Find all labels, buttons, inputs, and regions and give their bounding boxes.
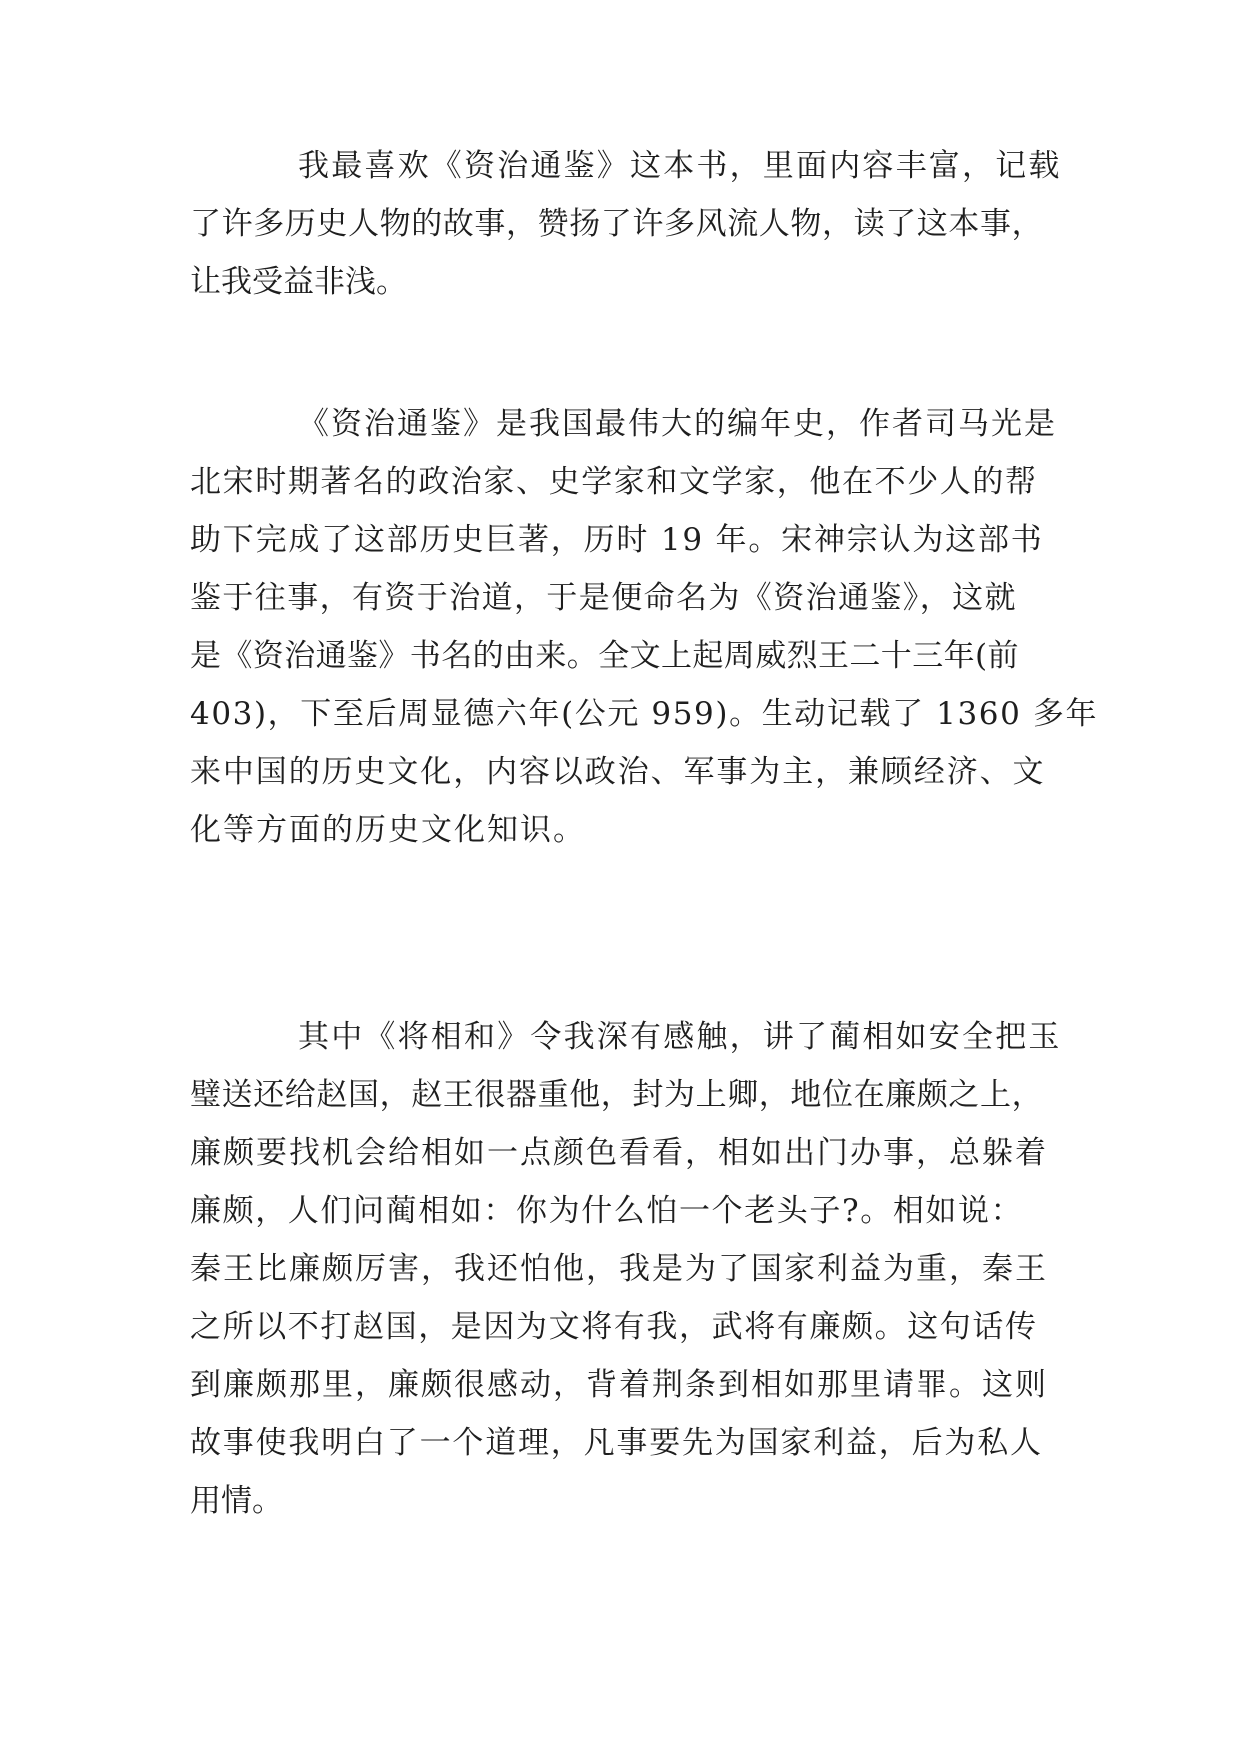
paragraph-line: 璧送还给赵国，赵王很器重他，封为上卿，地位在廉颇之上， <box>190 1077 1044 1113</box>
paragraph-1 <box>190 137 1060 311</box>
paragraph-line: 是《资治通鉴》书名的由来。全文上起周威烈王二十三年(前 <box>190 638 1019 674</box>
paragraph-line: 廉颇要找机会给相如一点颜色看看，相如出门办事，总躲着 <box>190 1135 1048 1171</box>
paragraph-line: 之所以不打赵国，是因为文将有我，武将有廉颇。这句话传 <box>190 1309 1038 1345</box>
paragraph-line: 秦王比廉颇厉害，我还怕他，我是为了国家利益为重，秦王 <box>190 1251 1048 1287</box>
paragraph-line: 化等方面的历史文化知识。 <box>190 812 586 848</box>
paragraph-line: 其中《将相和》令我深有感触，讲了蔺相如安全把玉 <box>298 1019 1062 1055</box>
paragraph-line: 了许多历史人物的故事，赞扬了许多风流人物，读了这本事， <box>190 206 1044 242</box>
paragraph-line: 故事使我明白了一个道理，凡事要先为国家利益，后为私人 <box>190 1425 1043 1461</box>
paragraph-line: 《资治通鉴》是我国最伟大的编年史，作者司马光是 <box>298 406 1057 442</box>
paragraph-line: 来中国的历史文化，内容以政治、军事为主，兼顾经济、文 <box>190 754 1046 790</box>
paragraph-2 <box>190 395 1099 859</box>
paragraph-line: 用情。 <box>190 1483 283 1519</box>
paragraph-line: 北宋时期著名的政治家、史学家和文学家，他在不少人的帮 <box>190 464 1038 500</box>
paragraph-line: 到廉颇那里，廉颇很感动，背着荆条到相如那里请罪。这则 <box>190 1367 1048 1403</box>
paragraph-line: 鉴于往事，有资于治道，于是便命名为《资治通鉴》，这就 <box>190 580 1017 616</box>
paragraph-line: 让我受益非浅。 <box>190 264 407 300</box>
paragraph-line: 403)，下至后周显德六年(公元 959)。生动记载了 1360 多年 <box>190 696 1099 732</box>
paragraph-3 <box>190 1008 1060 1530</box>
paragraph-line: 廉颇，人们问蔺相如：你为什么怕一个老头子?。相如说： <box>190 1193 1024 1229</box>
paragraph-line: 我最喜欢《资治通鉴》这本书，里面内容丰富，记载 <box>298 148 1062 184</box>
paragraph-line: 助下完成了这部历史巨著，历时 19 年。宋神宗认为这部书 <box>190 522 1044 558</box>
